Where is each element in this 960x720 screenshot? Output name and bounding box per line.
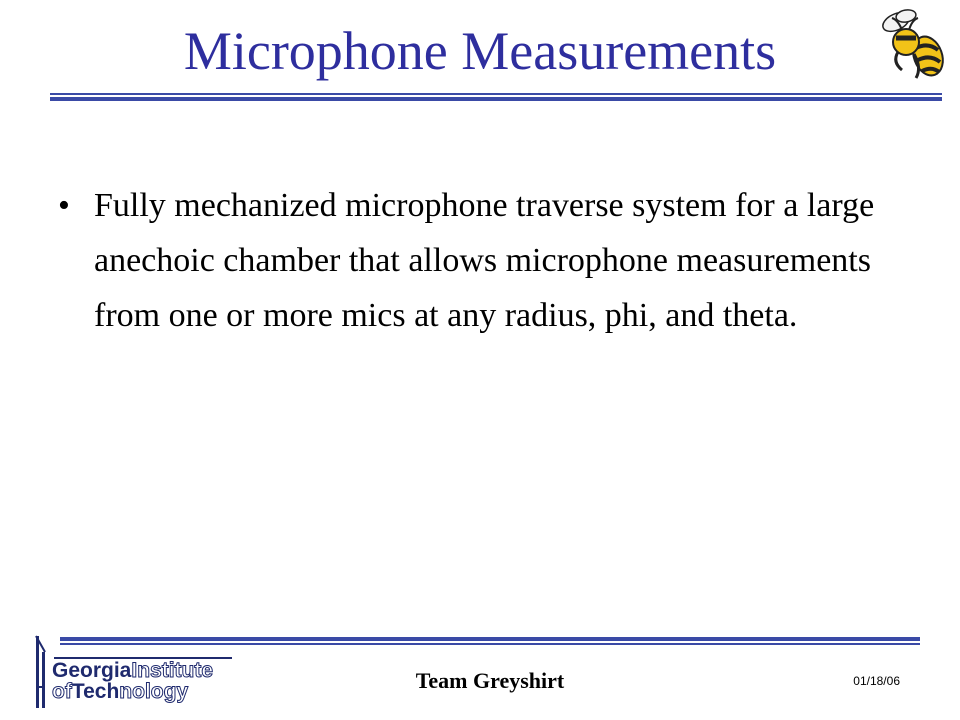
title-divider-thin-line	[50, 93, 942, 95]
georgia-tech-logo	[32, 632, 242, 712]
logo-word-nology: nology	[119, 680, 189, 703]
title-divider-thick-line	[50, 97, 942, 101]
bullet-list	[58, 178, 918, 343]
slide-title: Microphone Measurements	[183, 21, 777, 81]
title-divider	[50, 93, 942, 102]
svg-text:ofTechnology	[52, 680, 188, 703]
bullet-item: Fully mechanized microphone traverse system for a large anechoic chamber that allows microphone measurements from one or more mics at any radius, phi, and theta.	[94, 187, 875, 334]
footer-date: 01/18/06	[853, 674, 900, 688]
yellow-jacket-bee-icon	[876, 8, 950, 82]
footer-team-name: Team Greyshirt	[415, 668, 565, 693]
logo-word-tech: Tech	[71, 680, 120, 703]
svg-text:GeorgiaInstitute	[52, 659, 213, 682]
logo-word-institute: Institute	[131, 659, 214, 682]
georgia-tech-tower-icon	[36, 636, 45, 708]
logo-word-of: of	[52, 680, 72, 703]
logo-word-georgia: Georgia	[52, 659, 132, 682]
bullet-marker: •	[58, 187, 70, 224]
